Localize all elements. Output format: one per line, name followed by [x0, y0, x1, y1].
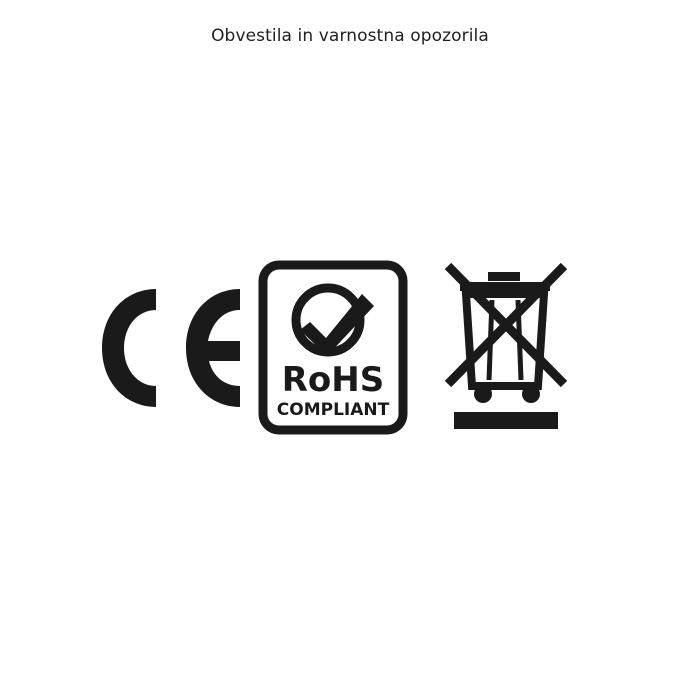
ce-marking-icon — [88, 273, 248, 423]
page-title: Obvestila in varnostna opozorila — [211, 26, 489, 46]
compliance-symbol-row — [88, 255, 612, 440]
crossed-out-wheelie-bin-icon — [442, 260, 570, 435]
rohs-compliant-icon — [258, 260, 408, 435]
rohs-compliant-label: COMPLIANT — [276, 400, 390, 420]
rohs-label: RoHS — [281, 360, 385, 400]
